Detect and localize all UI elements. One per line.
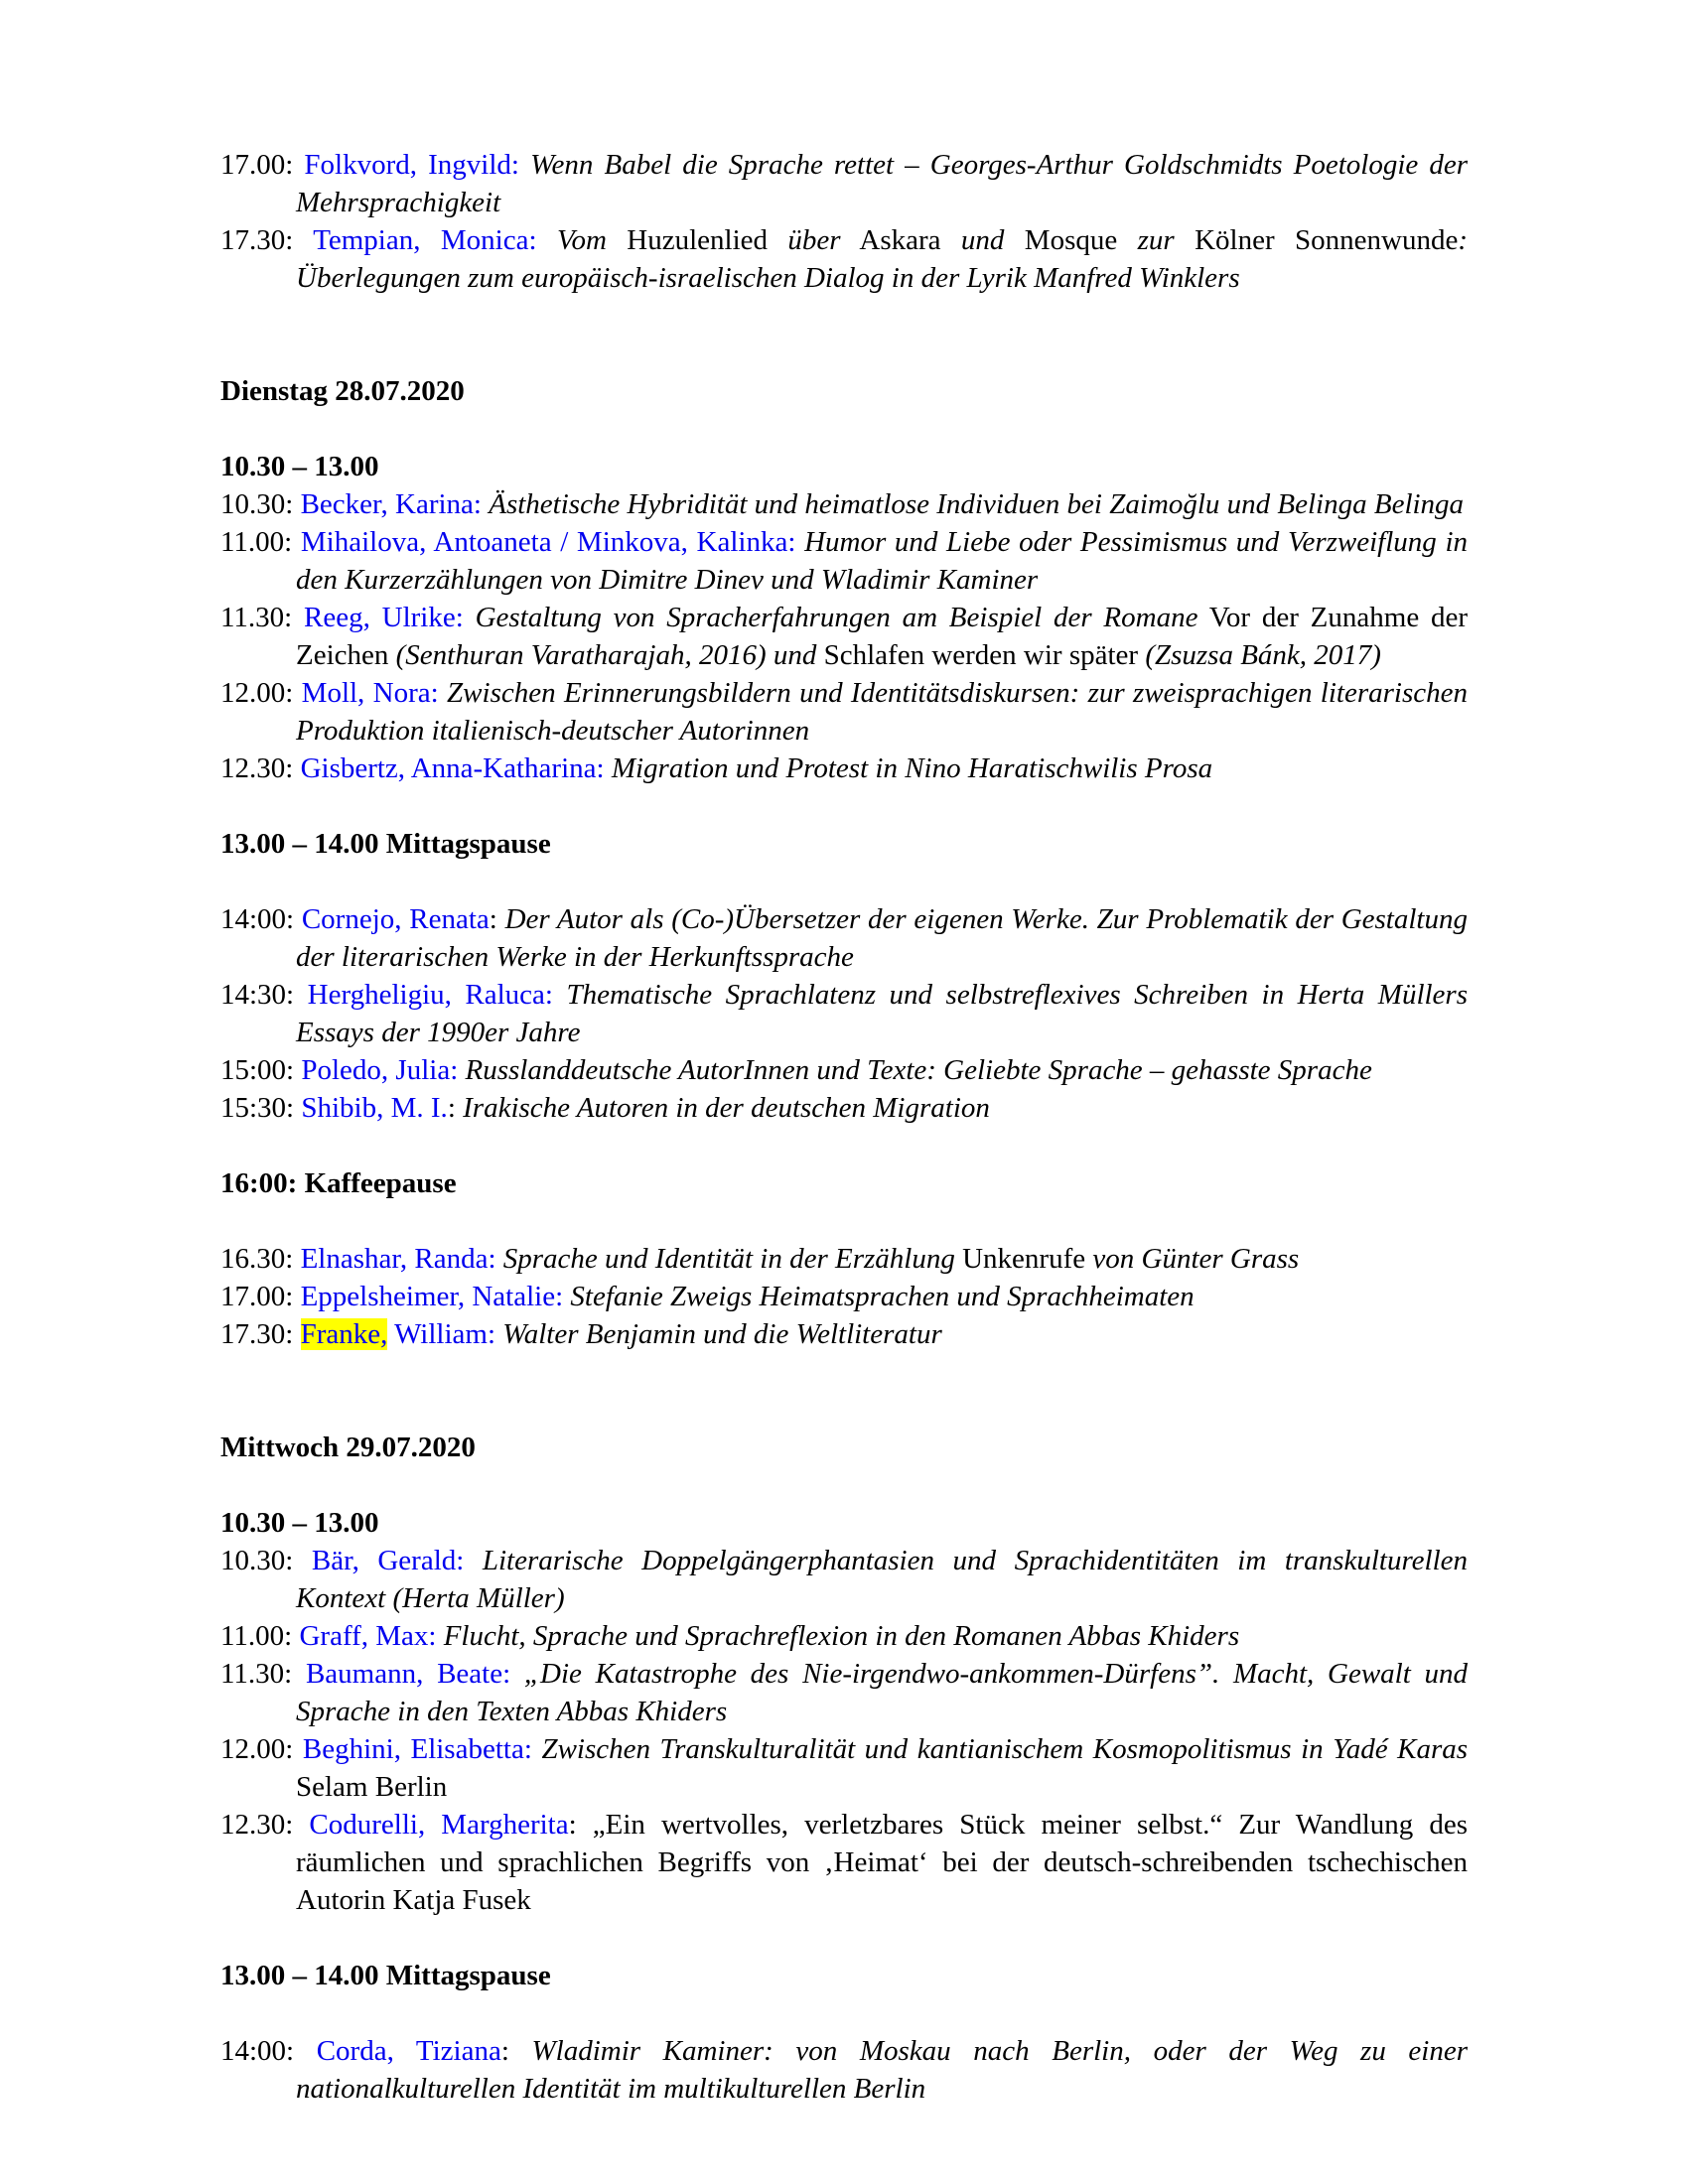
section-gap bbox=[220, 410, 1468, 448]
section-heading: 10.30 – 13.00 bbox=[220, 451, 379, 482]
talk-title: und bbox=[960, 224, 1005, 256]
section-gap bbox=[220, 1994, 1468, 2032]
speaker-name: Cornejo, Renata bbox=[301, 903, 490, 935]
entry-text: 11.30: bbox=[220, 602, 305, 633]
entry-text: : bbox=[447, 1092, 464, 1124]
talk-title: „Die Katastrophe des Nie-irgendwo-ankommen-Dürfens”. Macht, Gewalt und Sprache in den Texten Abbas Khiders bbox=[296, 1658, 1469, 1727]
talk-title: Wenn Babel die Sprache rettet – Georges-Arthur Goldschmidts Poetologie der Mehrsprachigkeit bbox=[296, 149, 1469, 218]
talk-title: Humor und Liebe oder Pessimismus und Verzweiflung in den Kurzerzählungen von Dimitre Dinev und Wladimir Kaminer bbox=[296, 526, 1469, 596]
section-heading: 10.30 – 13.00 bbox=[220, 1507, 379, 1539]
entry-text: Vor der Zunahme der Zeichen bbox=[296, 602, 1468, 671]
speaker-name: Moll, Nora: bbox=[301, 677, 439, 709]
entry-text bbox=[537, 224, 557, 256]
entry-text: Kölner Sonnenwunde bbox=[1174, 224, 1459, 256]
speaker-name: Folkvord, Ingvild: bbox=[304, 149, 519, 181]
entry-text: 12.00: bbox=[220, 677, 302, 709]
talk-title: Migration und Protest in Nino Haratischwilis Prosa bbox=[611, 752, 1213, 784]
talk-title: Wladimir Kaminer: von Moskau nach Berlin, oder der Weg zu einer nationalkulturellen Identität im multikulturellen Berlin bbox=[296, 2035, 1468, 2105]
entry-text: 15:00: bbox=[220, 1054, 302, 1086]
entry-text: : „Ein wertvolles, verletzbares Stück meiner selbst.“ Zur Wandlung des räumlichen und sprachlichen Begriffs von ‚Heimat‘ bei der deutsch-schreibenden tschechischen Autorin Katja Fusek bbox=[296, 1809, 1468, 1916]
section-heading: Mittwoch 29.07.2020 bbox=[220, 1432, 476, 1463]
talk-title: Ästhetische Hybridität und heimatlose Individuen bei Zaimoğlu und Belinga Belinga bbox=[489, 488, 1465, 520]
section-gap bbox=[220, 1919, 1468, 1957]
entry-text bbox=[464, 602, 476, 633]
speaker-name: Elnashar, Randa: bbox=[300, 1243, 496, 1275]
entry-text: Unkenrufe bbox=[954, 1243, 1093, 1275]
program-entry bbox=[220, 1542, 1468, 1617]
speaker-name: Shibib, M. I. bbox=[301, 1092, 448, 1124]
entry-text: 17.30: bbox=[220, 1318, 301, 1350]
program-entry bbox=[220, 221, 1468, 297]
section-heading: 16:00: Kaffeepause bbox=[220, 1167, 457, 1199]
entry-text: Mosque bbox=[1004, 224, 1138, 256]
entry-text bbox=[553, 979, 567, 1011]
speaker-name: Reeg, Ulrike: bbox=[304, 602, 464, 633]
talk-title: von Günter Grass bbox=[1092, 1243, 1300, 1275]
speaker-name: Mihailova, Antoaneta / Minkova, Kalinka: bbox=[300, 526, 796, 558]
talk-title: über bbox=[787, 224, 841, 256]
entry-text: 15:30: bbox=[220, 1092, 302, 1124]
entry-text: 17.00: bbox=[220, 149, 305, 181]
document-body bbox=[220, 146, 1468, 2108]
talk-title: Thematische Sprachlatenz und selbstreflexives Schreiben in Herta Müllers Essays der 1990er Jahre bbox=[296, 979, 1468, 1048]
program-entry bbox=[220, 674, 1468, 750]
program-entry bbox=[220, 1730, 1468, 1806]
entry-text bbox=[496, 1243, 503, 1275]
section-heading: 13.00 – 14.00 Mittagspause bbox=[220, 1960, 551, 1991]
talk-title: (Zsuzsa Bánk, 2017) bbox=[1145, 639, 1381, 671]
talk-title: zur bbox=[1137, 224, 1175, 256]
talk-title: : Überlegungen zum europäisch-israelischen Dialog in der Lyrik Manfred Winklers bbox=[296, 224, 1469, 294]
section-heading: 13.00 – 14.00 Mittagspause bbox=[220, 828, 551, 860]
entry-text bbox=[458, 1054, 465, 1086]
entry-text bbox=[605, 752, 612, 784]
program-entry bbox=[220, 2032, 1468, 2108]
entry-text: 14:00: bbox=[220, 2035, 317, 2067]
speaker-name: Hergheligiu, Raluca: bbox=[307, 979, 553, 1011]
program-entry bbox=[220, 750, 1468, 787]
entry-text: Selam Berlin bbox=[296, 1771, 448, 1803]
entry-text bbox=[464, 1545, 483, 1576]
entry-text: : bbox=[500, 2035, 532, 2067]
section-gap bbox=[220, 787, 1468, 825]
speaker-name: Beghini, Elisabetta: bbox=[302, 1733, 532, 1765]
speaker-name: Bär, Gerald: bbox=[311, 1545, 465, 1576]
entry-text bbox=[439, 677, 447, 709]
program-entry bbox=[220, 1806, 1468, 1919]
highlighted-speaker-name: Franke, bbox=[300, 1318, 388, 1350]
entry-text: Schlafen werden wir später bbox=[816, 639, 1146, 671]
entry-text bbox=[510, 1658, 524, 1690]
entry-text: 12.00: bbox=[220, 1733, 303, 1765]
entry-text: 17.30: bbox=[220, 224, 314, 256]
section-heading: Dienstag 28.07.2020 bbox=[220, 375, 465, 407]
entry-text: 14:00: bbox=[220, 903, 302, 935]
entry-text bbox=[532, 1733, 542, 1765]
section-gap bbox=[220, 1202, 1468, 1240]
entry-text: 16.30: bbox=[220, 1243, 301, 1275]
section-gap bbox=[220, 1353, 1468, 1429]
program-entry bbox=[220, 1617, 1468, 1655]
program-entry bbox=[220, 1051, 1468, 1089]
speaker-name: Baumann, Beate: bbox=[305, 1658, 511, 1690]
talk-title: Sprache und Identität in der Erzählung bbox=[502, 1243, 955, 1275]
speaker-name: Tempian, Monica: bbox=[313, 224, 537, 256]
entry-text: : bbox=[489, 903, 505, 935]
section-gap bbox=[220, 297, 1468, 372]
entry-text: Askara bbox=[840, 224, 961, 256]
talk-title: (Senthuran Varatharajah, 2016) und bbox=[395, 639, 817, 671]
talk-title: Zwischen Erinnerungsbildern und Identitätsdiskursen: zur zweisprachigen literarischen Produktion italienisch-deutscher Autorinnen bbox=[296, 677, 1469, 747]
program-entry bbox=[220, 485, 1468, 523]
entry-text: 14:30: bbox=[220, 979, 308, 1011]
entry-text: 11.00: bbox=[220, 1620, 300, 1652]
speaker-name: Eppelsheimer, Natalie: bbox=[300, 1281, 564, 1312]
entry-text: 17.00: bbox=[220, 1281, 301, 1312]
speaker-name: Poledo, Julia: bbox=[301, 1054, 459, 1086]
program-entry bbox=[220, 1240, 1468, 1278]
program-entry bbox=[220, 599, 1468, 674]
program-entry bbox=[220, 1655, 1468, 1730]
program-entry bbox=[220, 1089, 1468, 1127]
entry-text: Huzulenlied bbox=[606, 224, 788, 256]
program-entry bbox=[220, 900, 1468, 976]
entry-text: 11.00: bbox=[220, 526, 301, 558]
program-entry bbox=[220, 1315, 1468, 1353]
speaker-name: Codurelli, Margherita bbox=[309, 1809, 569, 1841]
talk-title: Gestaltung von Spracherfahrungen am Beispiel der Romane bbox=[475, 602, 1198, 633]
entry-text: 12.30: bbox=[220, 752, 301, 784]
entry-text bbox=[436, 1620, 443, 1652]
entry-text: 12.30: bbox=[220, 1809, 310, 1841]
program-entry bbox=[220, 1278, 1468, 1315]
entry-text: 11.30: bbox=[220, 1658, 306, 1690]
program-entry bbox=[220, 146, 1468, 221]
talk-title: Literarische Doppelgängerphantasien und Sprachidentitäten im transkulturellen Kontext (Herta Müller) bbox=[296, 1545, 1469, 1614]
entry-text bbox=[795, 526, 804, 558]
speaker-name: Corda, Tiziana bbox=[316, 2035, 501, 2067]
talk-title: Der Autor als (Co-)Übersetzer der eigenen Werke. Zur Problematik der Gestaltung der literarischen Werke in der Herkunftssprache bbox=[296, 903, 1468, 973]
entry-text: 10.30: bbox=[220, 488, 301, 520]
section-gap bbox=[220, 1466, 1468, 1504]
speaker-name: William: bbox=[387, 1318, 495, 1350]
talk-title: Zwischen Transkulturalität und kantianischem Kosmopolitismus in Yadé Karas bbox=[541, 1733, 1469, 1765]
section-gap bbox=[220, 863, 1468, 900]
program-entry bbox=[220, 523, 1468, 599]
talk-title: Vom bbox=[556, 224, 607, 256]
talk-title: Walter Benjamin und die Weltliteratur bbox=[502, 1318, 942, 1350]
speaker-name: Graff, Max: bbox=[299, 1620, 437, 1652]
speaker-name: Becker, Karina: bbox=[300, 488, 482, 520]
talk-title: Flucht, Sprache und Sprachreflexion in den Romanen Abbas Khiders bbox=[443, 1620, 1240, 1652]
speaker-name: Gisbertz, Anna-Katharina: bbox=[300, 752, 605, 784]
entry-text: 10.30: bbox=[220, 1545, 312, 1576]
talk-title: Stefanie Zweigs Heimatsprachen und Sprachheimaten bbox=[570, 1281, 1195, 1312]
talk-title: Russlanddeutsche AutorInnen und Texte: Geliebte Sprache – gehasste Sprache bbox=[465, 1054, 1372, 1086]
program-entry bbox=[220, 976, 1468, 1051]
talk-title: Irakische Autoren in der deutschen Migration bbox=[463, 1092, 990, 1124]
section-gap bbox=[220, 1127, 1468, 1164]
entry-text bbox=[519, 149, 530, 181]
